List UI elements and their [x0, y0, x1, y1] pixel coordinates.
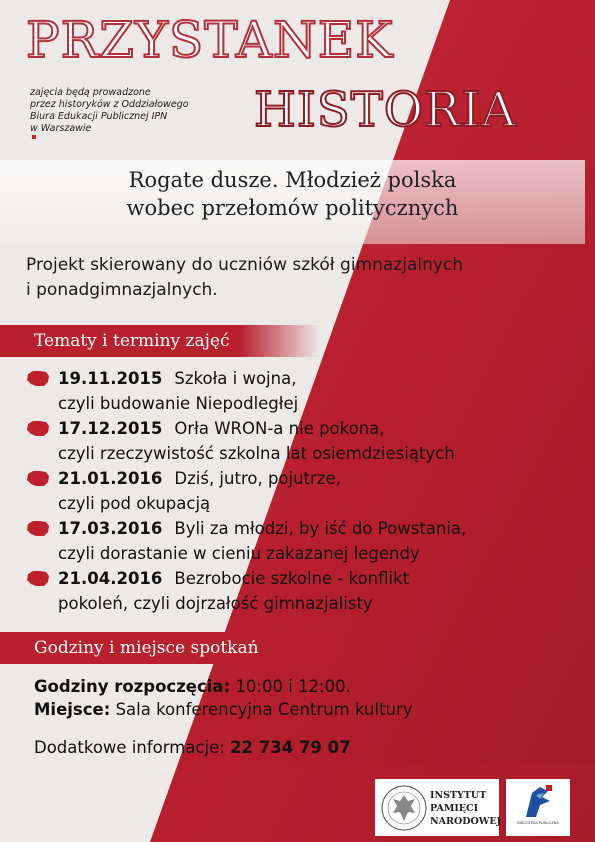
- topic-date: 21.01.2016: [58, 469, 163, 488]
- topic-title: Szkoła i wojna,: [174, 369, 297, 388]
- intro-line: Biura Edukacji Publicznej IPN: [30, 111, 168, 122]
- intro-line: zajęcia będą prowadzone: [30, 87, 151, 98]
- topic-continuation: czyli rzeczywistość szkolna lat osiemdziesiątych: [58, 444, 455, 463]
- topic-title: Byli za młodzi, by iść do Powstania,: [174, 519, 467, 538]
- intro-line: [30, 123, 189, 139]
- library-caption: BIBLIOTEKA PUBLICZNA: [517, 821, 559, 825]
- topic-item: [26, 366, 466, 416]
- topics-heading: Tematy i terminy zajęć: [0, 325, 320, 357]
- topic-title: Dziś, jutro, pojutrze,: [174, 469, 341, 488]
- library-emblem-icon: [518, 783, 558, 819]
- poland-map-icon: [26, 420, 50, 437]
- contact-row: [34, 736, 413, 759]
- topic-date: 21.04.2016: [58, 569, 163, 588]
- title-historia: HISTORIA: [254, 82, 517, 138]
- eagle-emblem-icon: [379, 783, 429, 833]
- topic-date: 17.03.2016: [58, 519, 163, 538]
- project-description: [26, 253, 463, 303]
- topic-date: 17.12.2015: [58, 419, 163, 438]
- contact-phone: 22 734 79 07: [230, 738, 351, 757]
- poland-map-icon: [26, 570, 50, 587]
- hours-label: Godziny rozpoczęcia:: [34, 677, 231, 696]
- poland-map-icon: [26, 520, 50, 537]
- contact-label: Dodatkowe informacje:: [34, 738, 225, 757]
- topic-continuation: czyli dorastanie w cieniu zakazanej legendy: [58, 544, 420, 563]
- topic-item: [26, 516, 466, 566]
- library-logo: [506, 779, 570, 836]
- topic-continuation: czyli pod okupacją: [58, 494, 211, 513]
- ipn-line: INSTYTUT: [430, 790, 487, 801]
- description-line: i ponadgimnazjalnych.: [26, 280, 218, 300]
- topic-item: [26, 566, 466, 616]
- ipn-logo: [375, 779, 502, 836]
- subtitle: [0, 166, 585, 222]
- intro-line-text: w Warszawie: [30, 123, 92, 134]
- topic-date: 19.11.2015: [58, 369, 163, 388]
- place-label: Miejsce:: [34, 700, 111, 719]
- hours-value: 10:00 i 12:00.: [235, 677, 351, 696]
- topic-continuation: czyli budowanie Niepodległej: [58, 394, 299, 413]
- meeting-heading: Godziny i miejsce spotkań: [0, 632, 360, 664]
- poland-map-icon: [26, 470, 50, 487]
- description-line: Projekt skierowany do uczniów szkół gimnazjalnych: [26, 255, 464, 275]
- place-row: [34, 698, 413, 721]
- ipn-name: [430, 789, 501, 828]
- topic-title: Bezrobocie szkolne - konflikt: [174, 569, 410, 588]
- title-przystanek: PRZYSTANEK: [26, 11, 394, 69]
- intro-line: przez historyków z Oddziałowego: [30, 99, 189, 110]
- topic-continuation: pokoleń, czyli dojrzałość gimnazjalisty: [58, 594, 373, 613]
- place-value: Sala konferencyjna Centrum kultury: [115, 700, 413, 719]
- subtitle-line: wobec przełomów politycznych: [126, 196, 459, 220]
- topic-item: [26, 416, 466, 466]
- red-square-icon: [32, 135, 36, 139]
- meeting-info: [34, 675, 413, 759]
- intro-text: [30, 87, 189, 139]
- hours-row: [34, 675, 413, 698]
- topic-title: Orła WRON-a nie pokona,: [174, 419, 385, 438]
- subtitle-line: Rogate dusze. Młodzież polska: [128, 168, 457, 192]
- topic-item: [26, 466, 466, 516]
- ipn-line: NARODOWEJ: [430, 816, 502, 827]
- ipn-line: PAMIĘCI: [430, 803, 479, 814]
- poland-map-icon: [26, 370, 50, 387]
- topics-list: [26, 366, 466, 616]
